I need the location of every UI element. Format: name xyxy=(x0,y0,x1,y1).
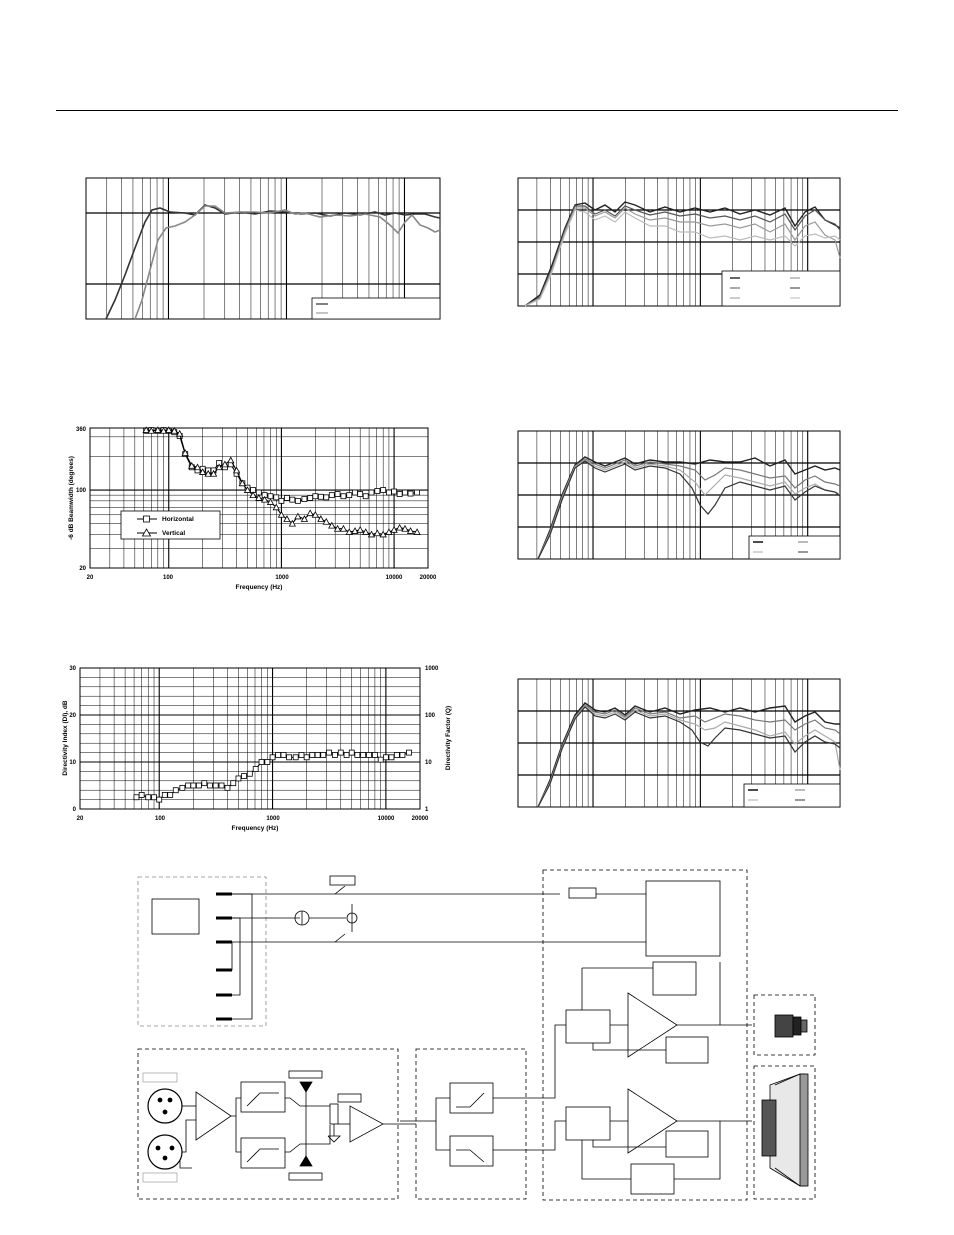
directivity-point xyxy=(265,760,270,765)
directivity-point xyxy=(146,795,151,800)
directivity-point xyxy=(157,797,162,802)
amp-block-e xyxy=(666,1131,708,1157)
beamwidth-point-vertical xyxy=(397,525,403,531)
directivity-point xyxy=(134,795,139,800)
beamwidth-xtick-100: 100 xyxy=(162,575,174,581)
directivity-point xyxy=(355,752,360,757)
beamwidth-ytick-100: 100 xyxy=(75,488,86,494)
directivity-point xyxy=(225,785,230,790)
directivity-point xyxy=(332,752,337,757)
fuse xyxy=(569,888,596,898)
directivity-point xyxy=(253,767,258,772)
amp-block-b xyxy=(666,1037,708,1063)
beamwidth-point-horizontal xyxy=(392,489,397,494)
response-chart-top-right xyxy=(518,178,840,306)
amp-block-f xyxy=(631,1164,674,1194)
beamwidth-point-horizontal xyxy=(290,497,295,502)
di-ytick-0: 0 xyxy=(72,807,76,813)
beamwidth-point-horizontal xyxy=(302,497,307,502)
directivity-point xyxy=(338,750,343,755)
directivity-point xyxy=(231,781,236,786)
directivity-point xyxy=(293,755,298,760)
di-xtick-1000: 1000 xyxy=(266,816,280,822)
beamwidth-point-vertical xyxy=(228,457,234,463)
di-ytick-20: 20 xyxy=(69,713,76,719)
beamwidth-point-horizontal xyxy=(335,492,340,497)
directivity-point xyxy=(315,752,320,757)
directivity-point xyxy=(361,752,366,757)
di-xtick-10000: 10000 xyxy=(377,816,395,822)
di-xtick-20000: 20000 xyxy=(411,816,429,822)
directivity-point xyxy=(202,781,207,786)
beamwidth-point-horizontal xyxy=(408,491,413,496)
directivity-point xyxy=(213,783,218,788)
beamwidth-point-horizontal xyxy=(381,488,386,493)
response-chart-top-left xyxy=(86,178,440,319)
beamwidth-point-horizontal xyxy=(308,495,313,500)
beamwidth-point-vertical xyxy=(295,513,301,519)
connector-pins xyxy=(216,894,232,1019)
beamwidth-point-horizontal xyxy=(353,490,358,495)
di-xtick-100: 100 xyxy=(154,816,166,822)
output-driver-amp xyxy=(350,1106,383,1142)
beamwidth-point-horizontal xyxy=(358,492,363,497)
directivity-point xyxy=(378,757,383,762)
di-ylabel-left: Directivity Index (DI), dB xyxy=(62,700,69,776)
directivity-point xyxy=(270,755,275,760)
directivity-point xyxy=(242,774,247,779)
directivity-chart xyxy=(62,666,452,832)
directivity-point xyxy=(162,792,167,797)
beamwidth-point-horizontal xyxy=(274,495,279,500)
amplifier-module xyxy=(543,870,747,1200)
amp-block-c xyxy=(566,1010,610,1043)
directivity-point xyxy=(299,752,304,757)
beamwidth-point-horizontal xyxy=(397,492,402,497)
di-xtick-20: 20 xyxy=(76,816,84,822)
directivity-point xyxy=(383,755,388,760)
directivity-point xyxy=(186,783,191,788)
beamwidth-point-vertical xyxy=(374,530,380,536)
beamwidth-point-horizontal xyxy=(403,490,408,495)
beamwidth-xtick-1000: 1000 xyxy=(275,575,289,581)
directivity-point xyxy=(247,771,252,776)
beamwidth-point-horizontal xyxy=(341,494,346,499)
xlr-input-upper xyxy=(148,1089,182,1123)
q-ylabel-right: Directivity Factor (Q) xyxy=(445,705,452,771)
legend-vertical: Vertical xyxy=(162,530,186,537)
beamwidth-point-vertical xyxy=(256,495,262,501)
directivity-point xyxy=(394,752,399,757)
beamwidth-point-horizontal xyxy=(363,494,368,499)
beamwidth-point-horizontal xyxy=(318,494,323,499)
beamwidth-ytick-20: 20 xyxy=(79,566,86,572)
beamwidth-xlabel: Frequency (Hz) xyxy=(235,584,283,591)
beamwidth-point-horizontal xyxy=(295,498,300,503)
xlr-input-lower xyxy=(148,1135,182,1169)
directivity-point xyxy=(191,783,196,788)
amp-block-a xyxy=(653,962,696,995)
directivity-point xyxy=(407,750,412,755)
di-ytick-10: 10 xyxy=(69,760,76,766)
beamwidth-point-horizontal xyxy=(375,489,380,494)
response-chart-bottom-right xyxy=(518,679,840,807)
input-label-upper xyxy=(143,1073,177,1082)
directivity-point xyxy=(367,752,372,757)
block-diagram xyxy=(138,870,815,1200)
beamwidth-point-horizontal xyxy=(313,494,318,499)
legend-horizontal: Horizontal xyxy=(162,516,194,523)
amp-triangle-upper xyxy=(628,993,677,1057)
beamwidth-point-vertical xyxy=(408,528,414,534)
beamwidth-xtick-10000: 10000 xyxy=(385,575,403,581)
directivity-point xyxy=(327,750,332,755)
tweeter-icon xyxy=(775,1015,807,1037)
directivity-point xyxy=(389,755,394,760)
amp-block-d xyxy=(566,1107,610,1140)
directivity-point xyxy=(304,755,309,760)
directivity-point xyxy=(276,752,281,757)
directivity-point xyxy=(152,795,157,800)
q-ytick-1: 1 xyxy=(425,807,429,813)
beamwidth-point-horizontal xyxy=(369,490,374,495)
beamwidth-point-vertical xyxy=(357,527,363,533)
beamwidth-ytick-360: 360 xyxy=(75,427,86,433)
di-ytick-30: 30 xyxy=(69,666,76,672)
directivity-point xyxy=(196,783,201,788)
directivity-point xyxy=(180,785,185,790)
beamwidth-point-horizontal xyxy=(268,494,273,499)
q-ytick-1000: 1000 xyxy=(425,666,439,672)
directivity-point xyxy=(321,752,326,757)
beamwidth-point-horizontal xyxy=(284,495,289,500)
beamwidth-point-vertical xyxy=(267,499,273,505)
beamwidth-point-horizontal xyxy=(347,493,352,498)
beamwidth-point-vertical xyxy=(307,510,313,516)
input-buffer-amp xyxy=(196,1092,231,1140)
directivity-point xyxy=(372,752,377,757)
directivity-point xyxy=(207,783,212,788)
directivity-point xyxy=(281,752,286,757)
beamwidth-xtick-20000: 20000 xyxy=(419,575,437,581)
input-filter-lower xyxy=(241,1138,285,1168)
legend-box xyxy=(312,298,440,319)
directivity-point xyxy=(139,792,144,797)
beamwidth-point-horizontal xyxy=(329,493,334,498)
directivity-point xyxy=(236,776,241,781)
directivity-point xyxy=(219,783,224,788)
beamwidth-point-horizontal xyxy=(415,490,420,495)
power-supply-block xyxy=(646,881,720,956)
beamwidth-ylabel: -6 dB Beamwidth (degrees) xyxy=(68,456,75,540)
q-ytick-100: 100 xyxy=(425,713,436,719)
amp-triangle-lower xyxy=(628,1089,677,1153)
directivity-point xyxy=(344,752,349,757)
beamwidth-chart xyxy=(68,427,437,591)
crossover-module xyxy=(416,1049,526,1199)
directivity-point xyxy=(400,752,405,757)
directivity-point xyxy=(173,788,178,793)
beamwidth-point-horizontal xyxy=(324,495,329,500)
directivity-point xyxy=(168,792,173,797)
crossover-filter-high xyxy=(450,1083,493,1113)
connector-block xyxy=(152,899,199,934)
beamwidth-xtick-20: 20 xyxy=(86,575,94,581)
response-chart-middle-right xyxy=(518,431,840,559)
beamwidth-point-horizontal xyxy=(386,490,391,495)
di-xlabel: Frequency (Hz) xyxy=(231,825,279,832)
directivity-point xyxy=(259,760,264,765)
directivity-point xyxy=(310,752,315,757)
directivity-point xyxy=(287,755,292,760)
q-ytick-10: 10 xyxy=(425,760,432,766)
beamwidth-point-horizontal xyxy=(279,498,284,503)
input-filter-upper xyxy=(241,1082,285,1112)
directivity-point xyxy=(349,750,354,755)
woofer-icon xyxy=(762,1074,808,1186)
input-label-lower xyxy=(143,1173,177,1182)
